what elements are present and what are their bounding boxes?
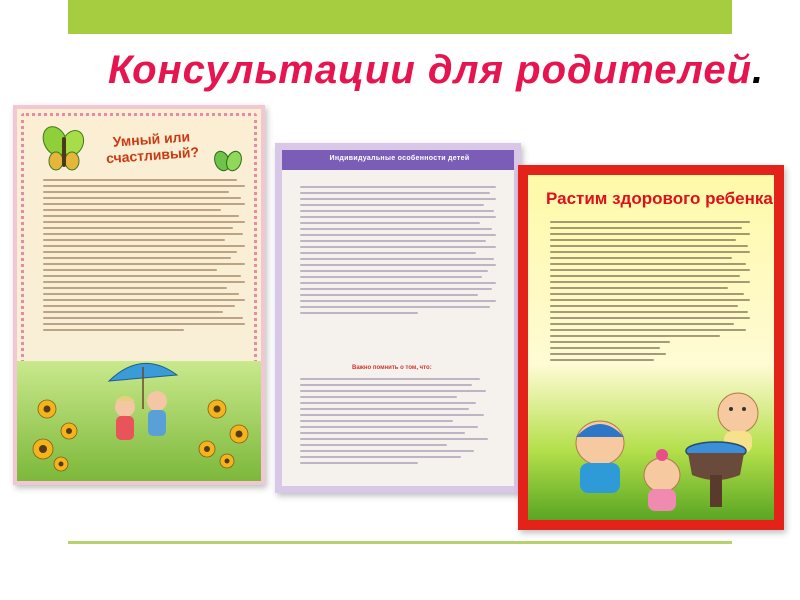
poster-title: Индивидуальные особенности детей: [329, 155, 470, 162]
poster-sheet: [282, 150, 514, 486]
page-title: Консультации для родителей.: [108, 48, 765, 92]
poster-list-text: [300, 378, 496, 468]
kids-with-umbrella-illustration: [17, 109, 261, 481]
poster-sheet: [528, 175, 774, 520]
poster-smart-or-happy: [13, 105, 265, 485]
poster-title: Растим здорового ребенка: [546, 189, 773, 208]
poster-individual-features: [275, 143, 521, 493]
bottom-divider: [68, 541, 732, 544]
poster-body-text: [300, 186, 496, 318]
poster-title: Умный или счастливый?: [105, 128, 200, 167]
top-accent-bar: [68, 0, 732, 34]
poster-raising-healthy-child: [518, 165, 784, 530]
poster-subheading: Важно помнить о том, что:: [352, 365, 432, 371]
kids-with-fountain-illustration: [528, 175, 774, 520]
